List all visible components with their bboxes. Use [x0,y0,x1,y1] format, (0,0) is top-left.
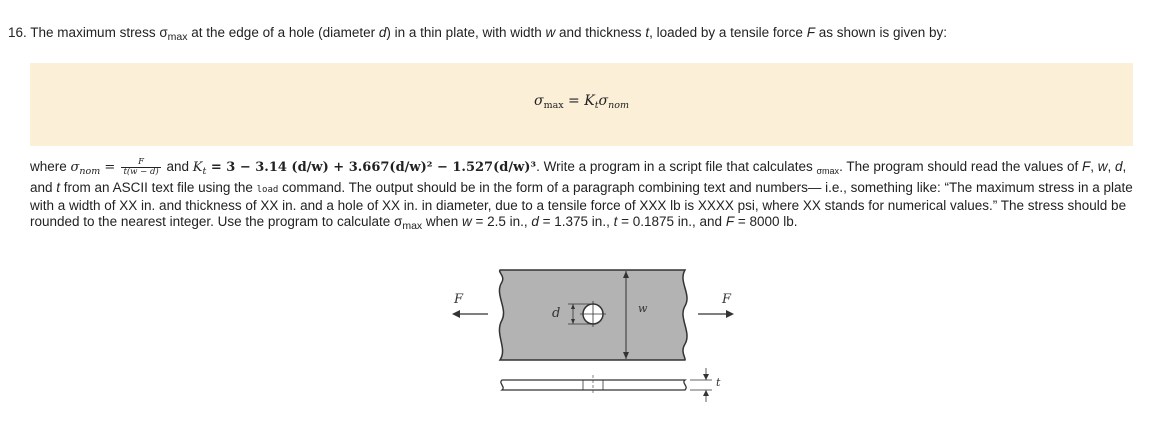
intro-text: The maximum stress [30,25,160,40]
equation-box [30,63,1133,146]
label-F-right: F [722,292,732,307]
eq-nom-sub: nom [608,100,629,111]
sigma-nom-def [70,160,120,178]
para-text: command. The output should be in the form of a paragraph combining text and numbers— i.e., something like: “The maximum stress in a plate with a width of XX in. and thickness of XX in. and a hole of XX in. in diameter, due to a tensile force of XXX lb is XXXX psi, where XX stands for numerical values.” The stress should be rounded to the nearest integer. Use the program to calculate [30,180,1133,230]
d-value: = 1.375 in., [538,214,614,230]
problem-statement-intro [8,24,1158,46]
nominal-stress-fraction [121,158,160,177]
var-d: d [378,25,387,40]
para-text: , and [30,159,1127,196]
para-text: , [1107,159,1115,175]
para-text: when [422,214,462,230]
force-arrow-left-head [452,310,460,318]
w-value: = 2.5 in., [471,214,532,230]
load-command: load [256,185,279,196]
para-text: , [1090,159,1098,175]
nom-subscript: nom [79,166,101,178]
para-text: where [30,159,71,175]
stress-equation [30,93,1133,111]
force-arrow-right-head [726,310,734,318]
small-sigma-max: σmax [816,166,840,177]
sigma-symbol: σ [393,214,403,230]
intro-text: and thickness [555,25,646,40]
intro-text: at the edge of a hole (diameter [187,25,379,40]
eq-t-sub: t [594,100,599,111]
max-subscript: max [167,31,188,43]
eq-sigma: σ [534,93,544,109]
var-t: t [56,180,61,196]
eq-sigma-nom: σ [598,93,609,109]
sigma-symbol: σ [159,25,168,40]
plate-diagram [440,262,760,412]
para-text: . The program should read the values of [839,159,1082,175]
intro-text: , loaded by a tensile force [649,25,807,40]
var-w: w [461,214,472,230]
kt-subscript: t [202,166,207,178]
fraction-numerator: F [121,158,160,168]
var-d: d [531,214,539,230]
para-text: . Write a program in a script file that calculates [536,159,817,175]
fraction-denominator: t(w − d) [123,167,159,177]
equals: = [100,160,120,176]
var-d: d [1115,159,1123,175]
t-value: = 0.1875 in., and [617,214,726,230]
problem-number: 16. [8,25,27,40]
label-w: w [638,302,648,315]
plate-figure [440,262,760,412]
var-F: F [1081,159,1091,175]
sigma-symbol: σ [70,160,80,176]
eq-max-sub: max [543,100,564,111]
kt-symbol: K [192,160,203,176]
eq-equals: = [563,93,585,109]
t-arrow-up [703,390,709,396]
para-text: from an ASCII text file using the [60,180,257,196]
var-F: F [725,214,735,230]
var-t: t [645,25,650,40]
var-t: t [613,214,618,230]
kt-expression: = 3 − 3.14 (d/w) + 3.667(d/w)² − 1.527(d/w)³ [206,160,537,176]
max-subscript: max [402,220,423,233]
eq-K: K [584,93,595,109]
F-value: = 8000 lb. [734,214,798,230]
plate-side-view [501,380,686,390]
var-w: w [545,25,556,40]
kt-formula [192,160,537,178]
var-F: F [806,25,815,40]
label-F-left: F [454,292,464,307]
var-w: w [1097,159,1108,175]
t-arrow-down [703,374,709,380]
label-t: t [716,376,721,389]
label-d: d [552,306,561,321]
para-text: and [162,159,193,175]
intro-text: as shown is given by: [814,25,948,40]
intro-text: ) in a thin plate, with width [386,25,546,40]
problem-paragraph [30,158,1150,234]
